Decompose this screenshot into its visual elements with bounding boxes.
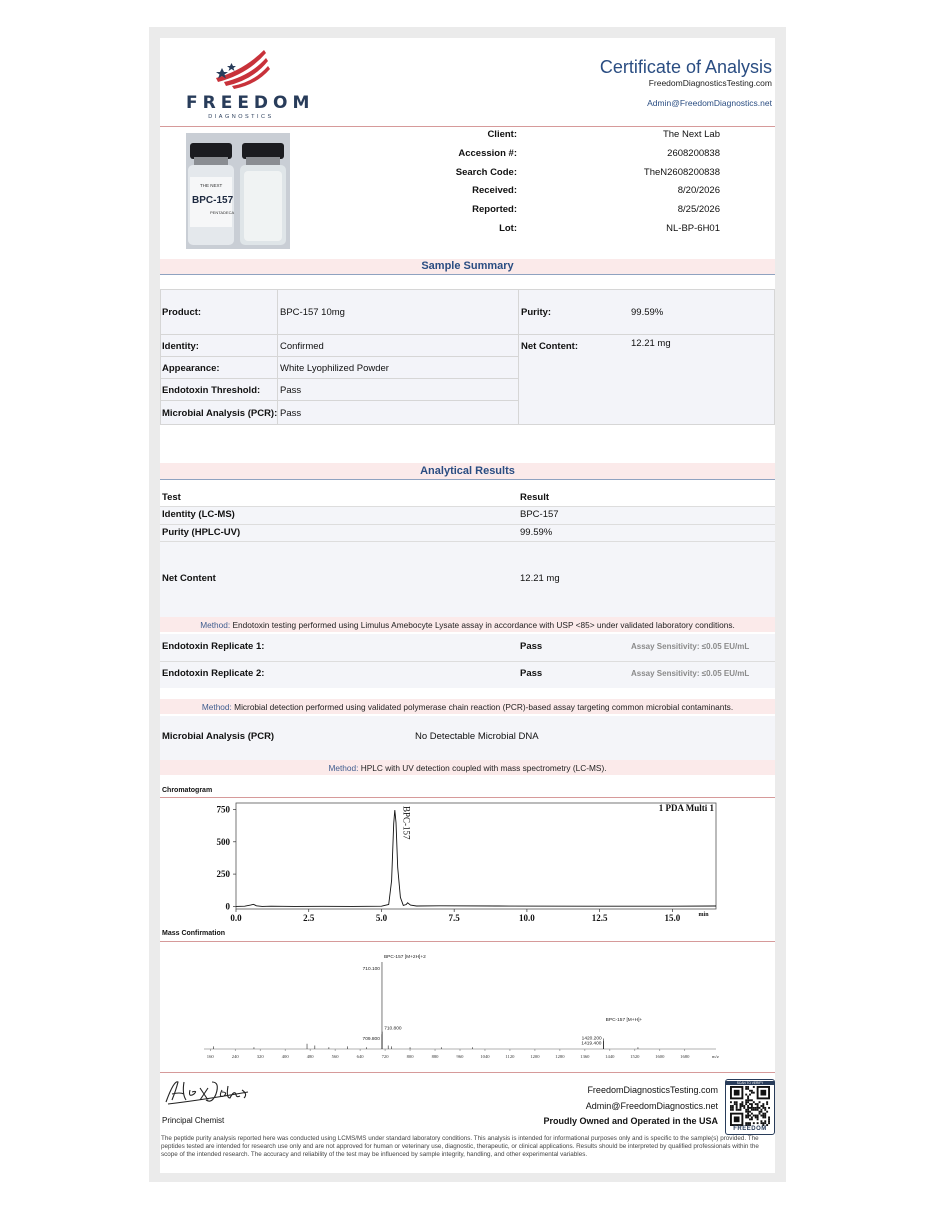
x-tick-label: 640 bbox=[356, 1054, 364, 1059]
qr-module bbox=[757, 1116, 759, 1118]
qr-module bbox=[747, 1086, 749, 1088]
x-tick-label: 1440 bbox=[605, 1054, 615, 1059]
qr-module bbox=[732, 1105, 734, 1107]
qr-module bbox=[751, 1105, 753, 1107]
qr-module bbox=[734, 1103, 736, 1105]
brand-logo bbox=[186, 44, 315, 124]
identity-value: Confirmed bbox=[280, 341, 324, 352]
qr-module bbox=[751, 1107, 753, 1109]
result-row-value: BPC-157 bbox=[520, 509, 559, 520]
qr-module bbox=[764, 1115, 766, 1117]
qr-module bbox=[747, 1096, 749, 1098]
x-tick-label: 5.0 bbox=[375, 913, 388, 923]
qr-module bbox=[747, 1105, 749, 1107]
qr-module bbox=[762, 1105, 764, 1107]
qr-module bbox=[759, 1101, 761, 1103]
qr-module bbox=[732, 1109, 734, 1111]
qr-module bbox=[757, 1122, 759, 1124]
qr-module bbox=[743, 1107, 745, 1109]
x-tick-label: 1520 bbox=[630, 1054, 640, 1059]
result-row-value: 99.59% bbox=[520, 527, 553, 538]
qr-module bbox=[749, 1118, 751, 1120]
qr-module bbox=[762, 1103, 764, 1105]
microbial-test: Microbial Analysis (PCR) bbox=[162, 731, 275, 742]
peak-annotation: 710.800 bbox=[384, 1026, 402, 1032]
endotoxin-replicate-test: Endotoxin Replicate 2: bbox=[162, 668, 265, 679]
microbial-result: No Detectable Microbial DNA bbox=[415, 731, 539, 742]
qr-module bbox=[753, 1101, 755, 1103]
qr-module bbox=[741, 1105, 743, 1107]
x-tick-label: 12.5 bbox=[591, 913, 608, 923]
x-tick-label: 1680 bbox=[680, 1054, 690, 1059]
qr-module bbox=[745, 1103, 747, 1105]
qr-module bbox=[751, 1103, 753, 1105]
qr-module bbox=[753, 1092, 755, 1094]
peak-annotation: BPC-157 [M+2H]+2 bbox=[383, 955, 426, 960]
endotoxin-sensitivity: Assay Sensitivity: ≤0.05 EU/mL bbox=[631, 642, 750, 651]
result-row-test: Net Content bbox=[162, 573, 216, 584]
qr-module bbox=[745, 1111, 747, 1113]
qr-module bbox=[740, 1109, 742, 1111]
qr-module bbox=[730, 1105, 732, 1107]
x-tick-label: 1200 bbox=[530, 1054, 540, 1059]
qr-module bbox=[755, 1115, 757, 1117]
qr-module bbox=[741, 1103, 743, 1105]
col-result-header: Result bbox=[520, 492, 550, 503]
appearance-label: Appearance: bbox=[162, 363, 220, 374]
qr-finder-core bbox=[760, 1090, 766, 1096]
qr-module bbox=[749, 1090, 751, 1092]
x-tick-label: 480 bbox=[306, 1054, 314, 1059]
x-tick-label: 800 bbox=[406, 1054, 414, 1059]
x-tick-label: 560 bbox=[331, 1054, 339, 1059]
qr-module bbox=[736, 1103, 738, 1105]
qr-module bbox=[736, 1105, 738, 1107]
qr-module bbox=[762, 1116, 764, 1118]
qr-module bbox=[749, 1122, 751, 1124]
results-row-line bbox=[160, 524, 775, 525]
qr-module bbox=[762, 1113, 764, 1115]
method-word: Method: bbox=[328, 763, 359, 773]
endotoxin-method-text: Endotoxin testing performed using Limulus Amebocyte Lysate assay in accordance with USP <85> under validated laboratory conditions. bbox=[232, 620, 735, 630]
qr-verify-badge[interactable] bbox=[725, 1079, 775, 1135]
client-info-value: 8/25/2026 bbox=[677, 204, 720, 215]
qr-brand: FREEDOM bbox=[733, 1126, 767, 1132]
qr-module bbox=[759, 1107, 761, 1109]
brand-name: FREEDOM bbox=[186, 93, 315, 113]
qr-module bbox=[730, 1101, 732, 1103]
endotoxin-threshold-label: Endotoxin Threshold: bbox=[162, 385, 261, 396]
qr-module bbox=[764, 1120, 766, 1122]
x-tick-label: 0.0 bbox=[230, 913, 242, 923]
purity-value: 99.59% bbox=[631, 307, 664, 318]
y-tick-label: 750 bbox=[216, 804, 230, 815]
plot-frame bbox=[236, 803, 716, 909]
summary-cell-microbial-value bbox=[277, 400, 519, 425]
brand-subtitle: DIAGNOSTICS bbox=[208, 114, 274, 120]
x-tick-label: 2.5 bbox=[303, 913, 315, 923]
hplc-method-text: HPLC with UV detection coupled with mass spectrometry (LC-MS). bbox=[360, 763, 607, 773]
mass-confirmation-label: Mass Confirmation bbox=[162, 930, 226, 937]
x-tick-label: 7.5 bbox=[448, 913, 460, 923]
qr-module bbox=[762, 1107, 764, 1109]
client-info-label: Lot: bbox=[499, 223, 517, 234]
qr-module bbox=[768, 1118, 770, 1120]
qr-finder-core bbox=[734, 1116, 740, 1122]
x-tick-label: 240 bbox=[231, 1054, 239, 1059]
footer-website[interactable]: FreedomDiagnosticsTesting.com bbox=[587, 1085, 718, 1095]
qr-module bbox=[753, 1109, 755, 1111]
peak-annotation: BPC-157 [M+H]+ bbox=[605, 1018, 643, 1024]
client-info-label: Client: bbox=[487, 129, 517, 140]
qr-module bbox=[749, 1103, 751, 1105]
client-info-value: The Next Lab bbox=[662, 129, 720, 140]
qr-module bbox=[751, 1099, 753, 1101]
qr-module bbox=[764, 1113, 766, 1115]
result-row-test: Identity (LC-MS) bbox=[162, 509, 235, 520]
endotoxin-replicate-test: Endotoxin Replicate 1: bbox=[162, 641, 265, 652]
net-content-label: Net Content: bbox=[521, 341, 578, 352]
client-info-label: Accession #: bbox=[458, 148, 517, 159]
qr-module bbox=[760, 1105, 762, 1107]
endotoxin-threshold-value: Pass bbox=[280, 385, 302, 396]
qr-module bbox=[766, 1111, 768, 1113]
qr-module bbox=[747, 1111, 749, 1113]
qr-module bbox=[762, 1115, 764, 1117]
qr-module bbox=[753, 1115, 755, 1117]
peak-annotation: 1419.400 bbox=[581, 1041, 602, 1047]
qr-module bbox=[755, 1107, 757, 1109]
qr-module bbox=[751, 1116, 753, 1118]
x-tick-label: 320 bbox=[256, 1054, 264, 1059]
qr-module bbox=[751, 1092, 753, 1094]
qr-module bbox=[768, 1122, 770, 1124]
peak-annotation: 709.800 bbox=[362, 1037, 380, 1043]
qr-module bbox=[768, 1120, 770, 1122]
disclaimer-text: The peptide purity analysis reported here was conducted using LCMS/MS under standard laboratory conditions. This analysis is intended for informational purposes only and is specific to the sample(s) provided. The peptides tested are intended for research use only and are not approved for human or veterinary use, diagnostic, therapeutic, or clinical applications. Results should be interpreted by qualified professionals within the scope of the intended research. The accuracy and reliability of the test may be influenced by sample integrity, handling, and other experimental variables. bbox=[161, 1135, 759, 1158]
y-tick-label: 250 bbox=[216, 869, 230, 880]
summary-cell-endotoxin-value bbox=[277, 378, 519, 401]
qr-module bbox=[745, 1115, 747, 1117]
qr-module bbox=[760, 1115, 762, 1117]
identity-label: Identity: bbox=[162, 341, 199, 352]
qr-module bbox=[760, 1122, 762, 1124]
result-row-test: Purity (HPLC-UV) bbox=[162, 527, 241, 538]
qr-module bbox=[745, 1088, 747, 1090]
qr-top-text: SCAN TO VERIFY bbox=[726, 1081, 774, 1085]
method-word: Method: bbox=[200, 620, 231, 630]
analytical-underline bbox=[160, 479, 775, 480]
qr-module bbox=[736, 1107, 738, 1109]
net-content-value: 12.21 mg bbox=[631, 338, 671, 349]
chart-title: 1 PDA Multi 1 bbox=[658, 803, 714, 813]
mass-bottom-divider bbox=[160, 1072, 775, 1073]
qr-code-icon bbox=[730, 1086, 770, 1126]
qr-module bbox=[768, 1107, 770, 1109]
sample-summary-underline bbox=[160, 274, 775, 275]
footer-email[interactable]: Admin@FreedomDiagnostics.net bbox=[585, 1101, 718, 1111]
qr-module bbox=[751, 1109, 753, 1111]
qr-module bbox=[768, 1116, 770, 1118]
peak-annotation: 1420.200 bbox=[581, 1036, 602, 1042]
microbial-value: Pass bbox=[280, 408, 302, 419]
qr-module bbox=[747, 1107, 749, 1109]
qr-module bbox=[747, 1088, 749, 1090]
method-word: Method: bbox=[201, 702, 232, 712]
qr-module bbox=[730, 1107, 732, 1109]
chromatogram-trace bbox=[236, 810, 716, 906]
qr-module bbox=[745, 1122, 747, 1124]
qr-module bbox=[747, 1122, 749, 1124]
qr-module bbox=[738, 1109, 740, 1111]
qr-module bbox=[757, 1118, 759, 1120]
qr-module bbox=[747, 1101, 749, 1103]
certificate-page bbox=[160, 38, 775, 1173]
chromatogram-label: Chromatogram bbox=[162, 787, 213, 794]
y-tick-label: 500 bbox=[216, 836, 230, 847]
client-info-value: 2608200838 bbox=[667, 148, 720, 159]
qr-module bbox=[736, 1109, 738, 1111]
x-tick-label: 720 bbox=[381, 1054, 389, 1059]
qr-module bbox=[757, 1115, 759, 1117]
x-axis-label: min bbox=[698, 912, 709, 918]
qr-module bbox=[764, 1116, 766, 1118]
client-info-value: 8/20/2026 bbox=[677, 185, 720, 196]
qr-module bbox=[762, 1122, 764, 1124]
qr-module bbox=[749, 1099, 751, 1101]
qr-module bbox=[740, 1105, 742, 1107]
peak-label: BPC-157 bbox=[401, 806, 412, 840]
client-info-value: NL-BP-6H01 bbox=[666, 223, 720, 234]
qr-module bbox=[730, 1109, 732, 1111]
qr-module bbox=[757, 1103, 759, 1105]
x-tick-label: 10.0 bbox=[519, 913, 535, 923]
qr-module bbox=[760, 1111, 762, 1113]
client-info-label: Received: bbox=[472, 185, 517, 196]
qr-module bbox=[753, 1107, 755, 1109]
chromatogram-chart bbox=[160, 798, 775, 928]
x-tick-label: 1600 bbox=[655, 1054, 665, 1059]
qr-module bbox=[766, 1103, 768, 1105]
qr-module bbox=[741, 1101, 743, 1103]
y-tick-label: 0 bbox=[225, 901, 230, 912]
result-row-value: 12.21 mg bbox=[520, 573, 560, 584]
qr-module bbox=[745, 1086, 747, 1088]
qr-module bbox=[753, 1086, 755, 1088]
qr-module bbox=[747, 1109, 749, 1111]
qr-module bbox=[760, 1109, 762, 1111]
x-tick-label: 160 bbox=[206, 1054, 214, 1059]
qr-module bbox=[751, 1090, 753, 1092]
header-divider bbox=[160, 126, 775, 127]
x-tick-label: 1120 bbox=[505, 1054, 515, 1059]
qr-module bbox=[751, 1113, 753, 1115]
vial-label-line2: PENTADECA bbox=[210, 210, 235, 215]
client-info-label: Search Code: bbox=[455, 167, 517, 178]
qr-module bbox=[747, 1099, 749, 1101]
qr-module bbox=[745, 1099, 747, 1101]
vial-illustration bbox=[186, 133, 290, 249]
x-tick-label: 1280 bbox=[555, 1054, 565, 1059]
x-tick-label: 400 bbox=[281, 1054, 289, 1059]
qr-module bbox=[740, 1107, 742, 1109]
endotoxin-row-line bbox=[160, 661, 775, 662]
x-tick-label: 1040 bbox=[480, 1054, 490, 1059]
qr-module bbox=[734, 1101, 736, 1103]
x-tick-label: 960 bbox=[456, 1054, 464, 1059]
flag-swoosh-icon bbox=[186, 44, 296, 89]
qr-module bbox=[747, 1116, 749, 1118]
qr-module bbox=[764, 1122, 766, 1124]
client-info-label: Reported: bbox=[472, 204, 517, 215]
analytical-results-title: Analytical Results bbox=[420, 465, 515, 477]
qr-module bbox=[745, 1109, 747, 1111]
qr-module bbox=[760, 1120, 762, 1122]
microbial-method bbox=[160, 702, 775, 712]
microbial-label: Microbial Analysis (PCR): bbox=[162, 408, 278, 419]
product-photo bbox=[186, 133, 290, 249]
header-email[interactable]: Admin@FreedomDiagnostics.net bbox=[647, 98, 772, 108]
qr-module bbox=[749, 1094, 751, 1096]
qr-module bbox=[759, 1113, 761, 1115]
qr-module bbox=[743, 1105, 745, 1107]
qr-module bbox=[732, 1107, 734, 1109]
qr-module bbox=[740, 1103, 742, 1105]
product-value: BPC-157 10mg bbox=[280, 307, 345, 318]
qr-module bbox=[766, 1101, 768, 1103]
document-title: Certificate of Analysis bbox=[599, 57, 772, 77]
qr-module bbox=[745, 1101, 747, 1103]
endotoxin-method bbox=[160, 620, 775, 630]
footer-tagline: Proudly Owned and Operated in the USA bbox=[543, 1116, 718, 1126]
qr-module bbox=[736, 1101, 738, 1103]
vial-label-line1: THE NEXT bbox=[200, 183, 223, 188]
sample-summary-title: Sample Summary bbox=[421, 260, 514, 272]
qr-module bbox=[757, 1109, 759, 1111]
signature-image bbox=[162, 1076, 252, 1108]
qr-module bbox=[755, 1116, 757, 1118]
qr-module bbox=[747, 1115, 749, 1117]
appearance-value: White Lyophilized Powder bbox=[280, 363, 389, 374]
endotoxin-sensitivity: Assay Sensitivity: ≤0.05 EU/mL bbox=[631, 669, 750, 678]
qr-module bbox=[755, 1103, 757, 1105]
qr-module bbox=[749, 1115, 751, 1117]
client-info-value: TheN2608200838 bbox=[643, 167, 720, 178]
qr-module bbox=[745, 1116, 747, 1118]
x-axis-label: m/z bbox=[712, 1054, 719, 1059]
qr-module bbox=[747, 1097, 749, 1099]
qr-module bbox=[753, 1122, 755, 1124]
qr-module bbox=[749, 1111, 751, 1113]
product-label: Product: bbox=[162, 307, 202, 318]
mass-spectrum-chart bbox=[160, 942, 775, 1064]
col-test-header: Test bbox=[162, 492, 181, 503]
qr-module bbox=[751, 1118, 753, 1120]
endotoxin-replicate-result: Pass bbox=[520, 641, 543, 652]
vial-label-text: BPC-157 bbox=[192, 195, 234, 206]
results-row-line bbox=[160, 541, 775, 542]
hplc-method bbox=[160, 763, 775, 773]
qr-module bbox=[764, 1109, 766, 1111]
x-tick-label: 1360 bbox=[580, 1054, 590, 1059]
qr-module bbox=[759, 1111, 761, 1113]
microbial-method-text: Microbial detection performed using validated polymerase chain reaction (PCR)-based assay targeting common microbial contaminants. bbox=[234, 702, 734, 712]
purity-label: Purity: bbox=[521, 307, 552, 318]
qr-module bbox=[749, 1107, 751, 1109]
qr-module bbox=[757, 1107, 759, 1109]
x-tick-label: 15.0 bbox=[664, 913, 681, 923]
qr-finder-core bbox=[734, 1090, 740, 1096]
x-tick-label: 880 bbox=[431, 1054, 439, 1059]
endotoxin-replicate-result: Pass bbox=[520, 668, 543, 679]
principal-chemist-role: Principal Chemist bbox=[162, 1116, 225, 1125]
qr-module bbox=[755, 1109, 757, 1111]
peak-annotation: 710.100 bbox=[362, 967, 380, 972]
header-website[interactable]: FreedomDiagnosticsTesting.com bbox=[648, 78, 772, 88]
qr-module bbox=[745, 1094, 747, 1096]
qr-module bbox=[757, 1105, 759, 1107]
qr-module bbox=[747, 1113, 749, 1115]
qr-module bbox=[764, 1107, 766, 1109]
